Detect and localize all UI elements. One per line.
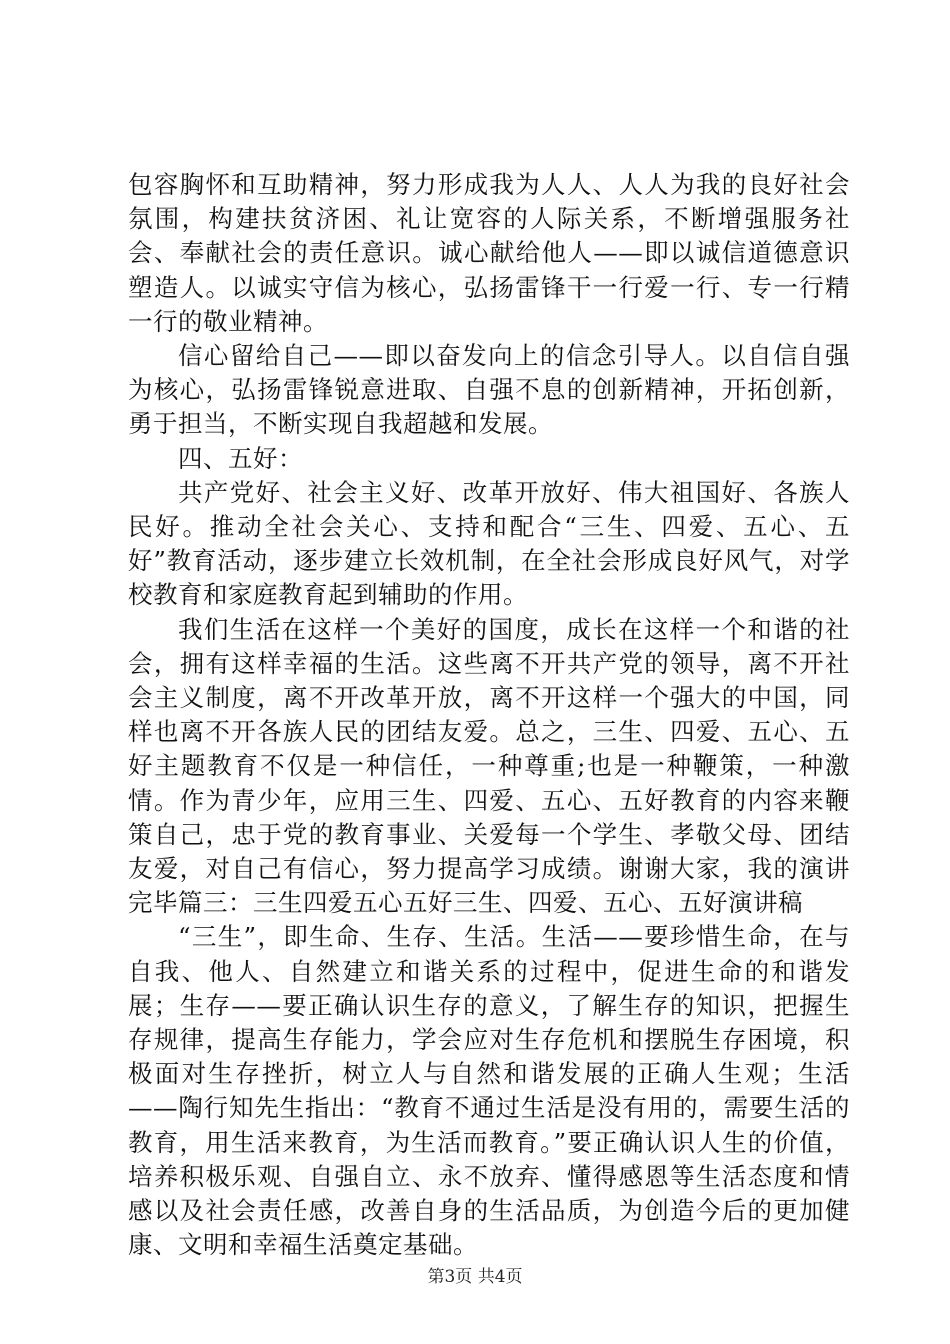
page-number-footer: 第3页 共4页 [427, 1267, 523, 1287]
paragraph-conclusion: 我们生活在这样一个美好的国度，成长在这样一个和谐的社会，拥有这样幸福的生活。这些离不开共产党的领导，离不开社会主义制度，离不开改革开放，离不开这样一个强大的中国，同样也离不开各族人民的团结友爱。总之，三生、四爱、五心、五好主题教育不仅是一种信任，一种尊重;也是一种鞭策，一种激情。作为青少年，应用三生、四爱、五心、五好教育的内容来鞭策自己，忠于党的教育事业、关爱每一个学生、孝敬父母、团结友爱，对自己有信心，努力提高学习成绩。谢谢大家，我的演讲完毕篇三：三生四爱五心五好三生、四爱、五心、五好演讲稿 [128, 614, 850, 918]
paragraph-three-lives: “三生”，即生命、生存、生活。生活——要珍惜生命，在与自我、他人、自然建立和谐关系的过程中，促进生命的和谐发展；生存——要正确认识生存的意义，了解生存的知识，把握生存规律，提高生存能力，学会应对生存危机和摆脱生存困境，积极面对生存挫折，树立人与自然和谐发展的正确人生观；生活——陶行知先生指出：“教育不通过生活是没有用的，需要生活的教育，用生活来教育，为生活而教育。”要正确认识人生的价值，培养积极乐观、自强自立、永不放弃、懂得感恩等生活态度和情感以及社会责任感，改善自身的生活品质，为创造今后的更加健康、文明和幸福生活奠定基础。 [128, 922, 850, 1260]
section-heading-five-goods: 四、五好： [178, 443, 303, 473]
paragraph-five-goods: 共产党好、社会主义好、改革开放好、伟大祖国好、各族人民好。推动全社会关心、支持和配合“三生、四爱、五心、五好”教育活动，逐步建立长效机制，在全社会形成良好风气，对学校教育和家庭教育起到辅助的作用。 [128, 477, 850, 610]
document-body [128, 168, 850, 1263]
paragraph-continuation: 包容胸怀和互助精神，努力形成我为人人、人人为我的良好社会氛围，构建扶贫济困、礼让宽容的人际关系，不断增强服务社会、奉献社会的责任意识。诚心献给他人——即以诚信道德意识塑造人。以诚实守信为核心，弘扬雷锋干一行爱一行、专一行精一行的敬业精神。 [128, 170, 850, 336]
paragraph-confidence: 信心留给自己——即以奋发向上的信念引导人。以自信自强为核心，弘扬雷锋锐意进取、自强不息的创新精神，开拓创新，勇于担当，不断实现自我超越和发展。 [128, 341, 850, 439]
